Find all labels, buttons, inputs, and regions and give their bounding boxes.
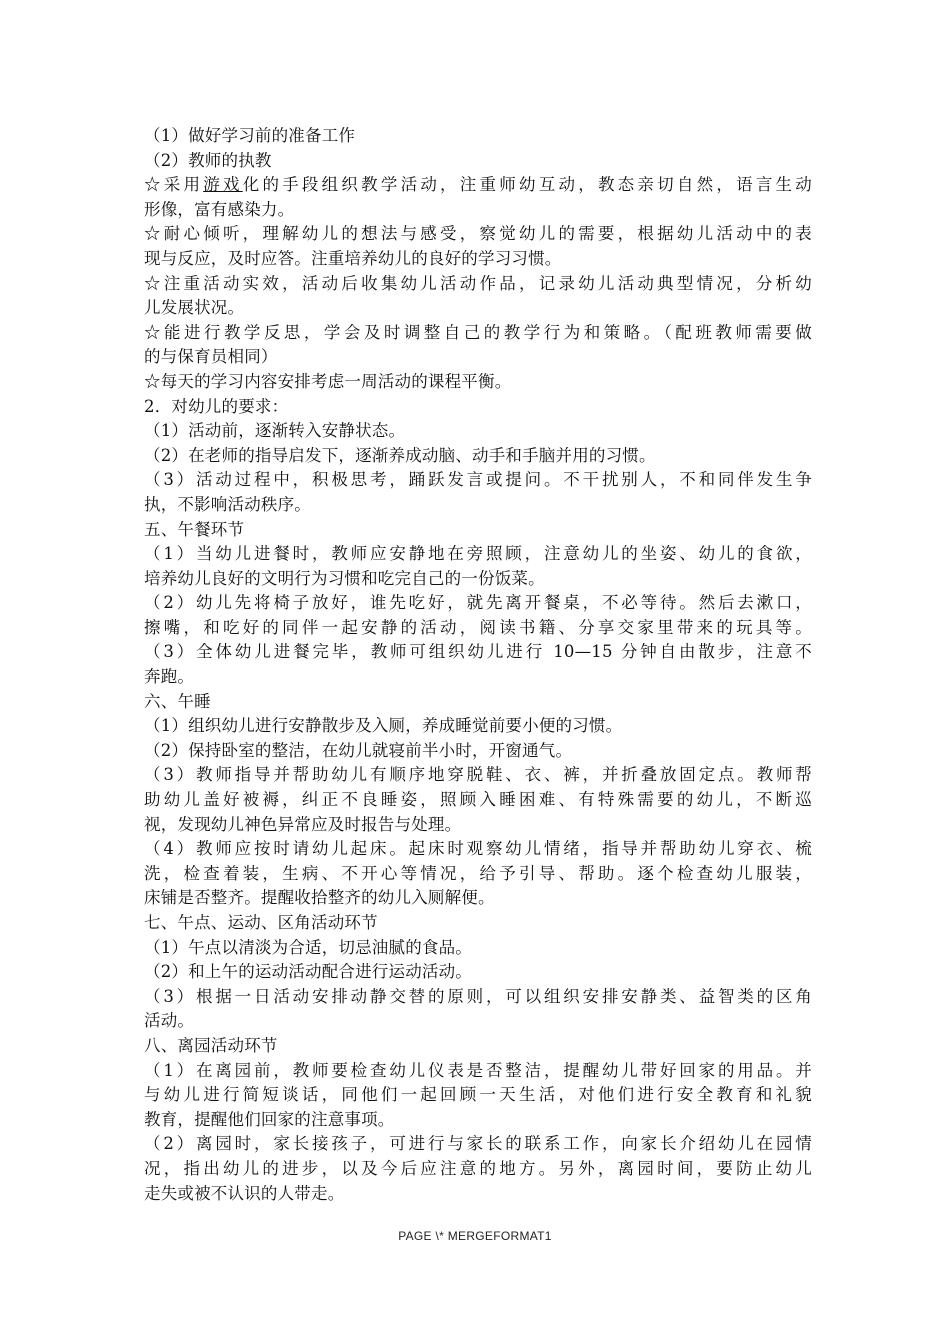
text-line: （2）教师的执教	[144, 150, 272, 170]
text-line: （1）做好学习前的准备工作	[144, 126, 356, 145]
text-line: （1）当幼儿进餐时，教师应安静地在旁照顾，注意幼儿的坐姿、幼儿的食欲，	[144, 544, 812, 564]
text-line: 培养幼儿良好的文明行为习惯和吃完自己的一份饭菜。	[144, 568, 545, 588]
text-line: 六、午睡	[144, 691, 211, 711]
text-line: ☆每天的学习内容安排考虑一周活动的课程平衡。	[144, 371, 512, 391]
text-line: （1）午点以清淡为合适，切忌油腻的食品。	[144, 937, 472, 957]
text-line: 执，不影响活动秩序。	[144, 494, 311, 514]
text-line: 奔跑。	[144, 667, 195, 687]
text-line: （1）组织幼儿进行安静散步及入厕，养成睡觉前要小便的习惯。	[144, 716, 623, 736]
text-line: （2）在老师的指导启发下，逐渐养成动脑、动手和手脑并用的习惯。	[144, 445, 656, 465]
text-line: ☆能进行教学反思，学会及时调整自己的教学行为和策略。（配班教师需要做	[144, 322, 812, 342]
text-line: ☆耐心倾听，理解幼儿的想法与感受，察觉幼儿的需要，根据幼儿活动中的表	[144, 224, 812, 244]
text-line: 2．对幼儿的要求：	[144, 396, 289, 416]
text-line: 走失或被不认识的人带走。	[144, 1183, 345, 1203]
text-line: （1）在离园前，教师要检查幼儿仪表是否整洁，提醒幼儿带好回家的用品。并	[144, 1060, 812, 1080]
underlined-text: 游戏	[203, 175, 243, 195]
text-line: ☆注重活动实效，活动后收集幼儿活动作品，记录幼儿活动典型情况，分析幼	[144, 273, 812, 293]
text-line: 活动。	[144, 1011, 195, 1031]
text-line: 的与保育员相同）	[144, 347, 278, 367]
text-line: （2）幼儿先将椅子放好，谁先吃好，就先离开餐桌，不必等待。然后去漱口，	[144, 593, 812, 613]
text-line: 助幼儿盖好被褥，纠正不良睡姿，照顾入睡困难、有特殊需要的幼儿，不断巡	[144, 790, 812, 810]
text-line: 七、午点、运动、区角活动环节	[144, 913, 378, 932]
text-line: 视，发现幼儿神色异常应及时报告与处理。	[144, 814, 462, 834]
text-line: 洗，检查着装，生病、不开心等情况，给予引导、帮助。逐个检查幼儿服装，	[144, 863, 812, 883]
text-line: （3）教师指导并帮助幼儿有顺序地穿脱鞋、衣、裤，并折叠放固定点。教师帮	[144, 765, 812, 785]
page-footer: PAGE \* MERGEFORMAT1	[398, 1229, 552, 1243]
text-line: （2）保持卧室的整洁，在幼儿就寝前半小时，开窗通气。	[144, 740, 573, 760]
text-line: （4）教师应按时请幼儿起床。起床时观察幼儿情绪，指导并帮助幼儿穿衣、梳	[144, 839, 812, 859]
text-line: （3）根据一日活动安排动静交替的原则，可以组织安排安静类、益智类的区角	[144, 986, 812, 1006]
text-segment: 化的手段组织教学活动，注重师幼互动，教态亲切自然，语言生动	[242, 175, 812, 195]
text-line: 五、午餐环节	[144, 519, 245, 539]
text-line: （3）活动过程中，积极思考，踊跃发言或提问。不干扰别人，不和同伴发生争	[144, 470, 812, 490]
text-line: 儿发展状况。	[144, 298, 245, 318]
text-line	[144, 173, 812, 198]
text-line: （2）离园时，家长接孩子，可进行与家长的联系工作，向家长介绍幼儿在园情	[144, 1134, 812, 1154]
text-line: （3）全体幼儿进餐完毕，教师可组织幼儿进行 10—15 分钟自由散步，注意不	[144, 642, 812, 662]
text-line: 教育，提醒他们回家的注意事项。	[144, 1109, 395, 1129]
text-line: （1）活动前，逐渐转入安静状态。	[144, 421, 406, 441]
text-line: 形像，富有感染力。	[144, 199, 295, 219]
text-line: 与幼儿进行简短谈话，同他们一起回顾一天生活，对他们进行安全教育和礼貌	[144, 1085, 812, 1105]
text-line: 床铺是否整齐。提醒收拾整齐的幼儿入厕解便。	[144, 888, 495, 908]
text-line: 况，指出幼儿的进步，以及今后应注意的地方。另外，离园时间，要防止幼儿	[144, 1158, 812, 1178]
text-line: 八、离园活动环节	[144, 1035, 278, 1055]
document-body	[144, 124, 812, 1206]
text-segment: ☆采用	[144, 175, 204, 195]
text-line: （2）和上午的运动活动配合进行运动活动。	[144, 962, 472, 982]
text-line: 现与反应，及时应答。注重培养幼儿的良好的学习习惯。	[144, 248, 562, 268]
text-line: 擦嘴，和吃好的同伴一起安静的活动，阅读书籍、分享交家里带来的玩具等。	[144, 617, 812, 637]
